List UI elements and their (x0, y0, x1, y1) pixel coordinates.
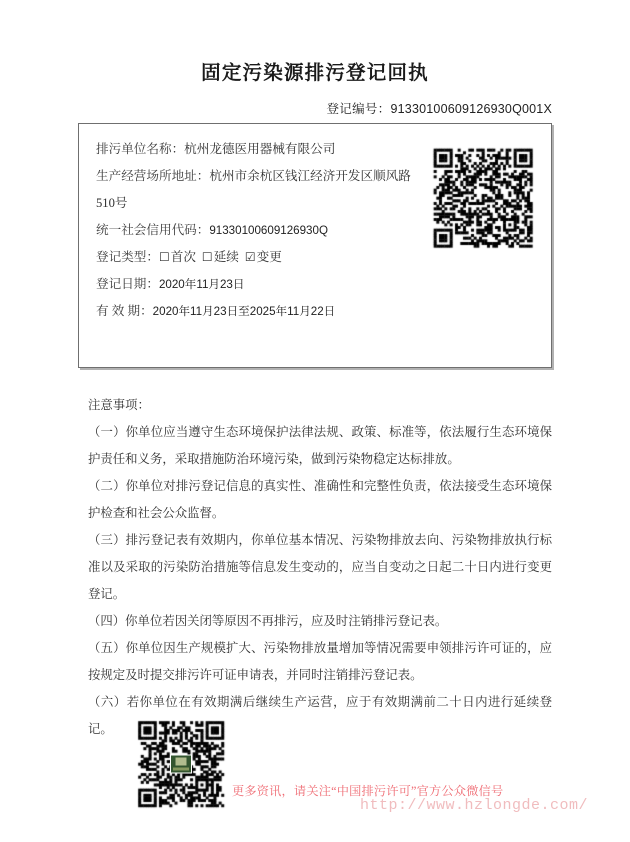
registration-type-checkbox-group (159, 250, 288, 264)
field-address (96, 163, 426, 217)
info-field-list (96, 136, 446, 325)
checkbox-icon-first[interactable]: ☐ (158, 250, 170, 264)
note-item: （五）你单位因生产规模扩大、污染物排放量增加等情况需要申领排污许可证的，应按规定及时提交排污许可证申请表，并同时注销排污登记表。 (88, 641, 552, 682)
registration-qr-code (431, 146, 535, 250)
field-registration-date-value: 2020年11月23日 (158, 278, 245, 291)
field-credit-code (96, 217, 446, 244)
checkbox-label-first: 首次 (170, 250, 196, 264)
note-item: （三）排污登记表有效期内，你单位基本情况、污染物排放去向、污染物排放执行标准以及采取的污染防治措施等信息发生变动的，应当自变动之日起二十日内进行变更登记。 (88, 533, 552, 601)
field-credit-code-label: 统一社会信用代码： (96, 223, 210, 237)
checkbox-option-first[interactable] (159, 244, 196, 271)
field-validity-period-label: 有 效 期： (96, 304, 153, 318)
notes-title: 注意事项： (88, 398, 150, 412)
field-registration-type-label: 登记类型： (96, 250, 159, 264)
checkbox-label-renewal: 延续 (213, 250, 239, 264)
checkbox-icon-renewal[interactable]: ☐ (201, 250, 213, 264)
field-unit-name (96, 136, 446, 163)
registration-number (0, 99, 552, 117)
wechat-official-qr-code (133, 716, 229, 812)
registration-number-value: 91330100609126930Q001X (390, 102, 552, 116)
watermark-url: http://www.hzlongde.com/ (360, 797, 589, 814)
checkbox-label-change: 变更 (256, 250, 282, 264)
wechat-logo-emblem (176, 758, 187, 766)
note-item: （二）你单位对排污登记信息的真实性、准确性和完整性负责，依法接受生态环境保护检查和社会公众监督。 (88, 479, 552, 520)
field-registration-type (96, 244, 446, 271)
field-address-label: 生产经营场所地址： (96, 169, 210, 183)
field-validity-period (96, 298, 446, 325)
field-address-value: 杭州市余杭区钱江经济开发区顺风路510号 (96, 169, 411, 210)
field-registration-date (96, 271, 446, 298)
notes-section (78, 392, 552, 743)
field-validity-period-value: 2020年11月23日至2025年11月22日 (152, 305, 336, 318)
note-item: （六）若你单位在有效期满后继续生产运营，应于有效期满前二十日内进行延续登记。 (88, 695, 552, 736)
note-item: （四）你单位若因关闭等原因不再排污，应及时注销排污登记表。 (88, 614, 448, 628)
field-unit-name-value: 杭州龙德医用器械有限公司 (184, 142, 336, 156)
field-unit-name-label: 排污单位名称： (96, 142, 185, 156)
checkbox-icon-change[interactable]: ☑ (244, 250, 256, 264)
field-credit-code-value: 91330100609126930Q (209, 224, 328, 237)
registration-qr-canvas (431, 146, 535, 250)
field-registration-date-label: 登记日期： (96, 277, 159, 291)
wechat-logo-icon (170, 755, 192, 774)
page-title: 固定污染源排污登记回执 (201, 62, 429, 84)
note-item: （一）你单位应当遵守生态环境保护法律法规、政策、标准等，依法履行生态环境保护责任和义务，采取措施防治环境污染，做到污染物稳定达标排放。 (88, 425, 552, 466)
registration-number-label: 登记编号： (326, 102, 391, 116)
footer-promo-text: 更多资讯，请关注“中国排污许可”官方公众微信号 (232, 784, 504, 798)
checkbox-option-change[interactable] (245, 244, 282, 271)
registration-info-box (78, 123, 552, 368)
checkbox-option-renewal[interactable] (202, 244, 239, 271)
wechat-logo-bar (173, 768, 189, 771)
